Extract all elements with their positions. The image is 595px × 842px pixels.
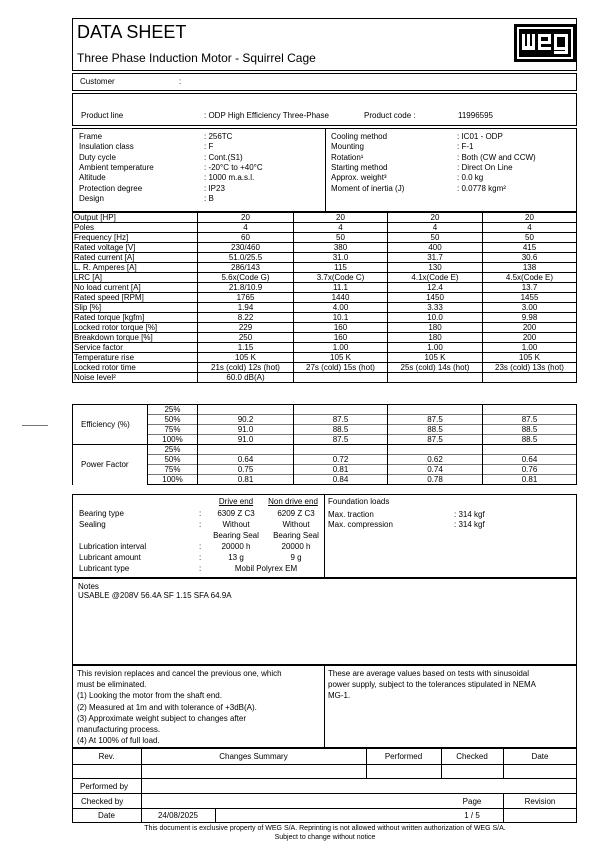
efficiency-row: [73, 435, 577, 445]
efficiency-load: 75%: [148, 425, 198, 435]
performed-by-label: Performed by: [80, 782, 129, 791]
spec-value: 105 K: [198, 353, 294, 363]
date-value: 24/08/2025: [157, 811, 199, 820]
spec-value: 1450: [388, 293, 483, 303]
general-left-label: Duty cycle: [79, 152, 116, 162]
product-line-value: : ODP High Efficiency Three-Phase: [204, 111, 329, 120]
date-row-label: Date: [98, 811, 115, 820]
spec-value: 5.6x(Code G): [198, 273, 294, 283]
efficiency-value: 88.5: [483, 425, 577, 435]
spec-label: Locked rotor torque [%]: [73, 323, 198, 333]
noise-empty: [294, 373, 388, 383]
spec-label: Output [HP]: [73, 213, 198, 223]
efficiency-table: [72, 404, 577, 485]
general-right-label: Approx. weight³: [331, 173, 387, 183]
footnotes-divider: [324, 665, 325, 748]
spec-value: 229: [198, 323, 294, 333]
page-title: DATA SHEET: [77, 22, 187, 42]
spec-value: 115: [294, 263, 388, 273]
efficiency-row: [73, 415, 577, 425]
general-right-label: Moment of inertia (J): [331, 183, 405, 193]
spec-value: 3.00: [483, 303, 577, 313]
power_factor-value: 0.81: [198, 475, 294, 485]
bearing-colon: :: [199, 509, 202, 518]
spec-label: L. R. Amperes [A]: [73, 263, 198, 273]
general-right-value: : IC01 - ODP: [457, 132, 503, 141]
spec-label: Service factor: [73, 343, 198, 353]
page-subtitle: Three Phase Induction Motor - Squirrel Cage: [77, 51, 316, 65]
spec-row: [73, 323, 577, 333]
spec-value: 10.0: [388, 313, 483, 323]
changes-header: Changes Summary: [219, 752, 288, 761]
notes-title: Notes: [78, 582, 99, 591]
efficiency-value: 87.5: [483, 415, 577, 425]
power_factor-value: [388, 445, 483, 455]
power_factor-value: [483, 445, 577, 455]
power_factor-value: 0.81: [294, 465, 388, 475]
general-left-value: : IP23: [204, 183, 225, 193]
spec-value: 12.4: [388, 283, 483, 293]
efficiency-row: [73, 405, 577, 415]
power_factor-value: 0.62: [388, 455, 483, 465]
efficiency-load: 50%: [148, 415, 198, 425]
spec-row: [73, 303, 577, 313]
spec-row: [73, 243, 577, 253]
footnote-right-line: MG-1.: [328, 691, 351, 701]
revision-label: Revision: [524, 797, 556, 806]
rev-header: Rev.: [98, 752, 115, 761]
efficiency-value: [198, 405, 294, 415]
spec-label: Rated torque [kgfm]: [73, 313, 198, 323]
spec-row: [73, 233, 577, 243]
footnote-right-line: These are average values based on tests with sinusoidal: [328, 669, 530, 678]
spec-value: 50: [483, 233, 577, 243]
sealing-de-2: Bearing Seal: [213, 531, 259, 540]
power_factor-value: 0.75: [198, 465, 294, 475]
efficiency-load: 100%: [148, 435, 198, 445]
spec-label: LRC [A]: [73, 273, 198, 283]
general-left-label: Protection degree: [79, 183, 143, 193]
spec-value: 380: [294, 243, 388, 253]
spec-value: 51.0/25.5: [198, 253, 294, 263]
spec-value: 1.00: [483, 343, 577, 353]
product-code-value: 11996595: [458, 111, 493, 120]
efficiency-label: Efficiency (%): [73, 405, 148, 445]
footnote-left-line: (3) Approximate weight subject to changes after: [77, 713, 246, 723]
spec-value: 200: [483, 323, 577, 333]
spec-value: 1455: [483, 293, 577, 303]
power_factor-load: 100%: [148, 475, 198, 485]
spec-row: [73, 363, 577, 373]
spec-value: 1.15: [198, 343, 294, 353]
footnote-left-line: manufacturing process.: [77, 725, 161, 734]
spec-value: 105 K: [483, 353, 577, 363]
lub-interval-de: 20000 h: [221, 542, 251, 551]
noise-label: Noise level²: [73, 373, 198, 383]
spec-row: [73, 283, 577, 293]
efficiency-value: 90.2: [198, 415, 294, 425]
spec-value: 23s (cold) 13s (hot): [483, 363, 577, 373]
spec-label: Temperature rise: [73, 353, 198, 363]
spec-row: [73, 313, 577, 323]
spec-value: 1.00: [388, 343, 483, 353]
product-box: [72, 93, 577, 126]
general-right-value: : Direct On Line: [457, 162, 513, 172]
spec-value: 60: [198, 233, 294, 243]
spec-value: 250: [198, 333, 294, 343]
general-right-label: Mounting: [331, 142, 364, 152]
spec-value: 30.6: [483, 253, 577, 263]
bearing-type-label: Bearing type: [79, 509, 124, 518]
general-left-label: Insulation class: [79, 142, 134, 152]
spec-label: Slip [%]: [73, 303, 198, 313]
power_factor-load: 50%: [148, 455, 198, 465]
spec-label: Breakdown torque [%]: [73, 333, 198, 343]
rev-line: [72, 793, 577, 794]
product-code-label: Product code :: [364, 111, 416, 120]
spec-label: Rated speed [RPM]: [73, 293, 198, 303]
traction-label: Max. traction: [328, 510, 374, 519]
general-right-label: Starting method: [331, 162, 388, 172]
rev-line: [72, 808, 577, 809]
rev-line: [72, 778, 577, 779]
spec-row: [73, 333, 577, 343]
power_factor-value: 0.72: [294, 455, 388, 465]
spec-label: Poles: [73, 223, 198, 233]
efficiency-row: [73, 425, 577, 435]
general-left-label: Altitude: [79, 173, 106, 183]
general-left-label: Ambient temperature: [79, 162, 154, 172]
spec-value: 1765: [198, 293, 294, 303]
general-left-value: : Cont.(S1): [204, 152, 243, 162]
footnote-right-line: power supply, subject to the tolerances stipulated in NEMA: [328, 680, 536, 690]
spec-value: 20: [483, 213, 577, 223]
spec-label: No load current [A]: [73, 283, 198, 293]
spec-row: [73, 293, 577, 303]
efficiency-value: 87.5: [294, 435, 388, 445]
performed-header: Performed: [384, 752, 423, 761]
bearing-type-de: 6309 Z C3: [217, 509, 255, 518]
customer-box: [72, 73, 577, 91]
power_factor-row: [73, 445, 577, 455]
efficiency-value: [483, 405, 577, 415]
lub-interval-label: Lubrication interval: [79, 542, 147, 551]
spec-value: 13.7: [483, 283, 577, 293]
spec-value: 160: [294, 333, 388, 343]
general-left-label: Design: [79, 193, 104, 203]
spec-value: 4: [198, 223, 294, 233]
spec-value: 20: [388, 213, 483, 223]
spec-row: [73, 263, 577, 273]
margin-mark: [22, 425, 48, 426]
general-right-value: : Both (CW and CCW): [457, 152, 536, 162]
customer-label: Customer: [80, 77, 115, 86]
spec-row: [73, 353, 577, 363]
sealing-nde-1: Without: [282, 520, 310, 529]
lub-interval-nde: 20000 h: [281, 542, 311, 551]
non-drive-end-header: Non drive end: [268, 497, 318, 506]
lub-amount-nde: 9 g: [290, 553, 302, 562]
spec-value: 180: [388, 333, 483, 343]
spec-value: 9.98: [483, 313, 577, 323]
spec-value: 3.33: [388, 303, 483, 313]
general-left-value: : 1000 m.a.s.l.: [204, 173, 255, 183]
spec-value: 1440: [294, 293, 388, 303]
power_factor-value: 0.84: [294, 475, 388, 485]
power_factor-value: 0.64: [198, 455, 294, 465]
power_factor-value: 0.74: [388, 465, 483, 475]
spec-label: Locked rotor time: [73, 363, 198, 373]
power_factor-load: 75%: [148, 465, 198, 475]
power_factor-value: 0.76: [483, 465, 577, 475]
general-divider: [325, 128, 326, 212]
footnote-left-line: (2) Measured at 1m and with tolerance of +3dB(A).: [77, 702, 257, 712]
footnote-left-line: must be eliminated.: [77, 680, 147, 690]
power_factor-value: 0.78: [388, 475, 483, 485]
spec-value: 4.00: [294, 303, 388, 313]
efficiency-value: 91.0: [198, 435, 294, 445]
compression-label: Max. compression: [328, 520, 393, 529]
spec-value: 230/460: [198, 243, 294, 253]
power_factor-label: Power Factor: [73, 445, 148, 485]
lub-type-label: Lubricant type: [79, 564, 130, 573]
spec-value: 21.8/10.9: [198, 283, 294, 293]
spec-table: [72, 212, 577, 383]
lub-interval-colon: :: [199, 542, 202, 551]
compression-value: : 314 kgf: [454, 520, 485, 529]
footnote-left-line: (1) Looking the motor from the shaft end.: [77, 691, 222, 701]
rev-col: [215, 808, 216, 823]
spec-value: 138: [483, 263, 577, 273]
spec-value: 1.94: [198, 303, 294, 313]
spec-value: 27s (cold) 15s (hot): [294, 363, 388, 373]
spec-value: 4: [483, 223, 577, 233]
spec-value: 8.22: [198, 313, 294, 323]
bearing-type-nde: 6209 Z C3: [277, 509, 315, 518]
general-right-value: : F-1: [457, 142, 474, 152]
footnote-left-line: This revision replaces and cancel the previous one, which: [77, 669, 282, 678]
noise-empty: [388, 373, 483, 383]
power_factor-load: 25%: [148, 445, 198, 455]
power_factor-value: [294, 445, 388, 455]
lub-amount-label: Lubricant amount: [79, 553, 141, 562]
spec-value: 20: [294, 213, 388, 223]
spec-value: 4: [388, 223, 483, 233]
spec-label: Rated current [A]: [73, 253, 198, 263]
general-right-label: Rotation¹: [331, 152, 364, 162]
spec-value: 415: [483, 243, 577, 253]
spec-value: 4: [294, 223, 388, 233]
spec-row: [73, 213, 577, 223]
spec-value: 25s (cold) 14s (hot): [388, 363, 483, 373]
efficiency-value: [388, 405, 483, 415]
spec-value: 160: [294, 323, 388, 333]
spec-value: 286/143: [198, 263, 294, 273]
spec-value: 31.0: [294, 253, 388, 263]
spec-value: 400: [388, 243, 483, 253]
drive-end-header: Drive end: [218, 497, 254, 506]
noise-value: 60.0 dB(A): [198, 373, 294, 383]
spec-label: Frequency [Hz]: [73, 233, 198, 243]
notes-text: USABLE @208V 56.4A SF 1.15 SFA 64.9A: [78, 591, 232, 600]
general-left-value: : B: [204, 193, 214, 203]
general-right-value: : 0.0 kg: [457, 173, 484, 183]
customer-colon: :: [179, 77, 182, 86]
sealing-colon: :: [199, 520, 202, 529]
power_factor-value: [198, 445, 294, 455]
footer-line-1: This document is exclusive property of WEG S/A. Reprinting is not allowed without written authorization of WEG S/A.: [144, 825, 506, 832]
rev-line: [72, 764, 577, 765]
spec-value: 11.1: [294, 283, 388, 293]
noise-row: [73, 373, 577, 383]
weg-logo: [514, 24, 576, 62]
spec-value: 10.1: [294, 313, 388, 323]
spec-row: [73, 343, 577, 353]
product-line-label: Product line: [81, 111, 124, 120]
efficiency-value: 87.5: [388, 435, 483, 445]
general-right-label: Cooling method: [331, 132, 388, 141]
sealing-de-1: Without: [222, 520, 250, 529]
power_factor-row: [73, 475, 577, 485]
foundation-title: Foundation loads: [328, 497, 390, 506]
spec-value: 200: [483, 333, 577, 343]
general-left-label: Frame: [79, 132, 103, 141]
spec-value: 20: [198, 213, 294, 223]
power_factor-row: [73, 465, 577, 475]
footer-line-2: Subject to change without notice: [274, 834, 376, 841]
spec-value: 105 K: [388, 353, 483, 363]
spec-value: 21s (cold) 12s (hot): [198, 363, 294, 373]
spec-value: 4.5x(Code E): [483, 273, 577, 283]
efficiency-load: 25%: [148, 405, 198, 415]
power_factor-row: [73, 455, 577, 465]
lub-amount-colon: :: [199, 553, 202, 562]
spec-row: [73, 253, 577, 263]
power_factor-value: 0.81: [483, 475, 577, 485]
general-left-value: : 256TC: [204, 132, 233, 141]
lub-amount-de: 13 g: [228, 553, 244, 562]
lub-type-colon: :: [199, 564, 202, 573]
spec-value: 50: [294, 233, 388, 243]
sealing-label: Sealing: [79, 520, 106, 529]
efficiency-value: 88.5: [294, 425, 388, 435]
efficiency-value: 87.5: [388, 415, 483, 425]
efficiency-value: [294, 405, 388, 415]
spec-value: 4.1x(Code E): [388, 273, 483, 283]
spec-value: 50: [388, 233, 483, 243]
general-left-value: : F: [204, 142, 214, 152]
date-header: Date: [531, 752, 549, 761]
efficiency-value: 88.5: [483, 435, 577, 445]
efficiency-value: 88.5: [388, 425, 483, 435]
page-label: Page: [462, 797, 482, 806]
page-value: 1 / 5: [464, 811, 480, 820]
spec-value: 31.7: [388, 253, 483, 263]
efficiency-value: 87.5: [294, 415, 388, 425]
checked-header: Checked: [456, 752, 488, 761]
spec-value: 3.7x(Code C): [294, 273, 388, 283]
spec-row: [73, 223, 577, 233]
spec-value: 130: [388, 263, 483, 273]
spec-label: Rated voltage [V]: [73, 243, 198, 253]
spec-row: [73, 273, 577, 283]
noise-empty: [483, 373, 577, 383]
general-left-value: : -20°C to +40°C: [204, 162, 263, 172]
efficiency-value: 91.0: [198, 425, 294, 435]
spec-value: 105 K: [294, 353, 388, 363]
checked-by-label: Checked by: [81, 797, 124, 806]
traction-value: : 314 kgf: [454, 510, 485, 519]
spec-value: 180: [388, 323, 483, 333]
footnote-left-line: (4) At 100% of full load.: [77, 736, 160, 746]
sealing-nde-2: Bearing Seal: [273, 531, 319, 540]
power_factor-value: 0.64: [483, 455, 577, 465]
lub-type-value: Mobil Polyrex EM: [234, 564, 298, 573]
general-right-value: : 0.0778 kgm²: [457, 183, 506, 193]
spec-value: 1.00: [294, 343, 388, 353]
